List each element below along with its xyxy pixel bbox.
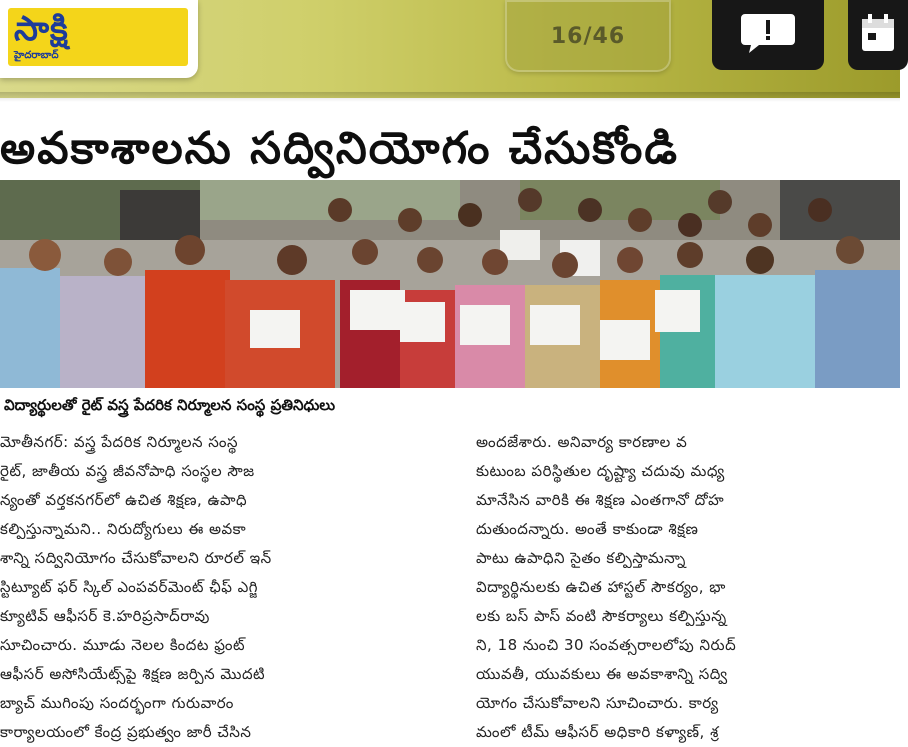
text-line: కార్యాలయంలో కేంద్ర ప్రభుత్వం జారీ చేసిన [0, 723, 252, 741]
text-line: యువతీ, యువకులు ఈ అవకాశాన్ని సద్వి [476, 665, 728, 683]
article-column-left [0, 428, 440, 741]
article-column-right [476, 428, 906, 741]
text-line: కుటుంబ పరిస్థితుల దృష్ట్యా చదువు మధ్య [476, 462, 725, 480]
text-line: లకు బస్ పాస్ వంటి సౌకర్యాలు కల్పిస్తున్న [476, 607, 727, 625]
logo-title: సాక్షి [14, 9, 69, 49]
text-line: ని, 18 నుంచి 30 సంవత్సరాలలోపు నిరుద్ [476, 636, 737, 654]
comment-alert-icon [739, 11, 797, 59]
text-line: దుతుందన్నారు. అంతే కాకుండా శిక్షణ [476, 520, 699, 538]
page-number: 16/46 [550, 23, 626, 49]
text-line: న్యంతో వర్తకనగర్‌లో ఉచిత శిక్షణ, ఉపాధి [0, 491, 248, 509]
text-line: విద్యార్థినులకు ఉచిత హాస్టల్ సౌకర్యం, భా [476, 578, 726, 596]
logo-badge [8, 8, 188, 66]
page-indicator[interactable] [505, 0, 671, 72]
article-headline: అవకాశాలను సద్వినియోగం చేసుకోండి [0, 123, 679, 174]
logo-edition: హైదరాబాద్ [14, 50, 59, 61]
toolbar-shadow [0, 92, 900, 102]
text-line: బ్యాచ్ ముగింపు సందర్భంగా గురువారం [0, 694, 234, 712]
text-line: పాటు ఉపాధిని సైతం కల్పిస్తామన్నా [476, 549, 686, 567]
text-line: మానేసిన వారికి ఈ శిక్షణ ఎంతగానో దోహ [476, 491, 725, 509]
text-line: మోతీనగర్: వస్త్ర పేదరిక నిర్మూలన సంస్థ [0, 433, 238, 451]
text-line: యోగం చేసుకోవాలని సూచించారు. కార్య [476, 694, 719, 712]
text-line: శాన్ని సద్వినియోగం చేసుకోవాలని రూరల్ ఇన్ [0, 549, 272, 567]
article-photo [0, 180, 900, 388]
calendar-button[interactable] [848, 0, 908, 70]
text-line: అందజేశారు. అనివార్య కారణాల వ [476, 433, 688, 451]
group-photo-illustration [0, 180, 900, 388]
text-line: స్టిట్యూట్ ఫర్ స్కిల్ ఎంపవర్‌మెంట్ ఛీఫ్ ఎగ్జి [0, 578, 259, 596]
text-line: క్యూటివ్ ఆఫీసర్ కె.హరిప్రసాద్‌రావు [0, 607, 210, 625]
comment-button[interactable] [712, 0, 824, 70]
text-line: సూచించారు. మూడు నెలల కిందట ఫ్రంట్ [0, 636, 246, 654]
text-line: రైట్, జాతీయ వస్త్ర జీవనోపాధి సంస్థల సౌజ [0, 462, 255, 480]
photo-caption: విద్యార్థులతో రైట్ వస్త్ర పేదరిక నిర్మూలన సంస్థ ప్రతినిధులు [4, 396, 336, 414]
text-line: ఆఫీసర్ అసోసియేట్స్‌పై శిక్షణ జర్పిన మొదటి [0, 665, 266, 683]
calendar-icon [858, 11, 898, 59]
sakshi-logo[interactable] [0, 0, 198, 78]
text-line: మంలో టీమ్ ఆఫీసర్ అధికారి కళ్యాణ్, శ్ర [476, 723, 719, 741]
text-line: కల్పిస్తున్నామని.. నిరుద్యోగులు ఈ అవకా [0, 520, 247, 538]
